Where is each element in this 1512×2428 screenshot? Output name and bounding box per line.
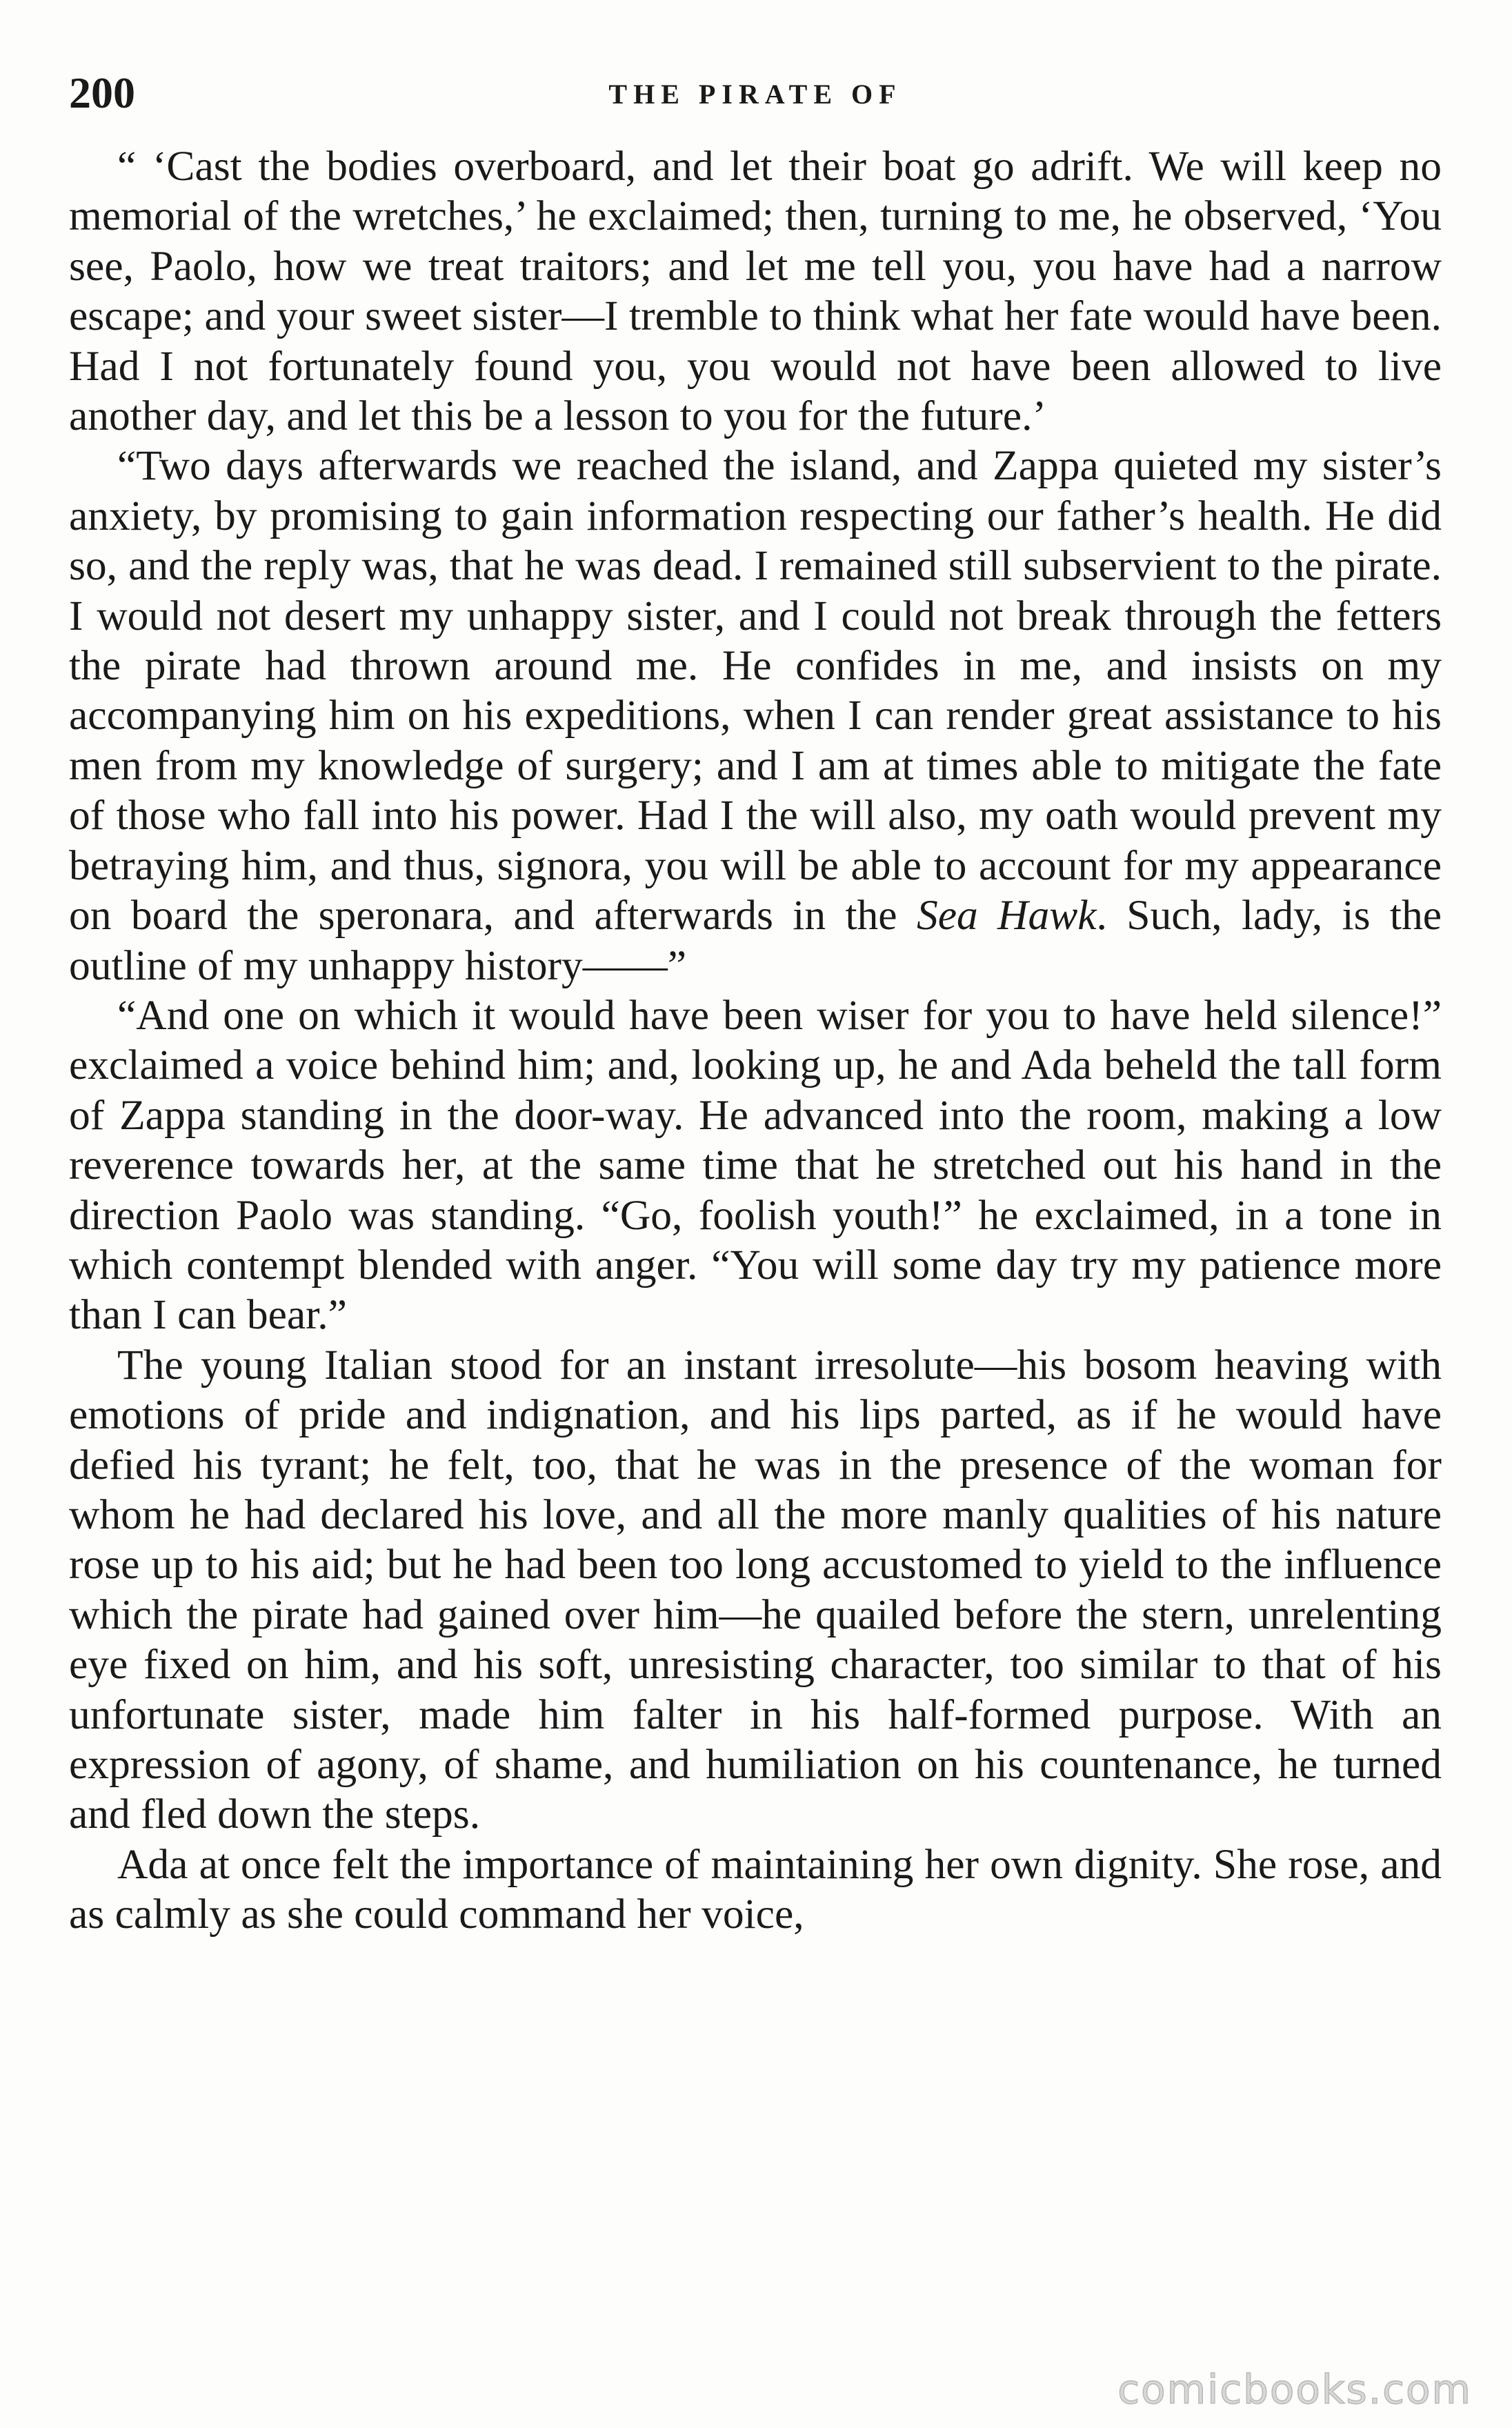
ship-name: Sea Hawk (916, 892, 1097, 939)
paragraph: “ ‘Cast the bodies overboard, and let their boat go adrift. We will keep no memorial of the wretches,’ he exclaimed; then, turning to me, he observed, ‘You see, Paolo, how we treat traitors; and let me tell you, you have had a narrow escape; and your sweet sister—I tremble to think what her fate would have been. Had I not fortunately found you, you would not have been allowed to live another day, and let this be a lesson to you for the future.’ (69, 143, 1442, 440)
paragraph: “And one on which it would have been wiser for you to have held silence!” exclaimed a voice behind him; and, looking up, he and Ada beheld the tall form of Zappa standing in the door-way. He advanced into the room, making a low reverence towards her, at the same time that he stretched out his hand in the direction Paolo was standing. “Go, foolish youth!” he exclaimed, in a tone in which contempt blended with anger. “You will some day try my patience more than I can bear.” (69, 991, 1442, 1339)
page-number: 200 (69, 68, 135, 117)
page-header (69, 66, 1442, 128)
paragraph: The young Italian stood for an instant irresolute—his bosom heaving with emotions of pride and indignation, and his lips parted, as if he would have defied his tyrant; he felt, too, that he was in the presence of the woman for whom he had declared his love, and all the more manly qualities of his nature rose up to his aid; but he had been too long accustomed to yield to the influence which the pirate had gained over him—he quailed before the stern, unrelenting eye fixed on him, and his soft, unresisting character, too similar to that of his unfortunate sister, made him falter in his half-formed purpose. With an expression of agony, of shame, and humiliation on his countenance, he turned and fled down the steps. (69, 1341, 1442, 1838)
paragraph: Ada at once felt the importance of maintaining her own dignity. She rose, and as calmly as she could command her voice, (69, 1840, 1442, 1938)
paragraph (69, 441, 1442, 990)
watermark: comicbooks.com (1117, 2366, 1472, 2413)
paragraph-text: “Two days afterwards we reached the island, and Zappa quieted my sister’s anxiety, by promising to gain information respecting our father’s health. He did so, and the reply was, that he was dead. I remained still subservient to the pirate. I would not desert my unhappy sister, and I could not break through the fetters the pirate had thrown around me. He confides in me, and insists on my accompanying him on his expeditions, when I can render great assistance to his men from my knowledge of surgery; and I am at times able to mitigate the fate of those who fall into his power. Had I the will also, my oath would prevent my betraying him, and thus, signora, you will be able to account for my appearance on board the speronara, and afterwards in the (69, 442, 1442, 939)
running-head: THE PIRATE OF (608, 79, 902, 110)
body-text (69, 141, 1442, 1940)
paragraph-text-tail: . Such, lady, is the outline of my unhappy history——” (69, 892, 1442, 989)
